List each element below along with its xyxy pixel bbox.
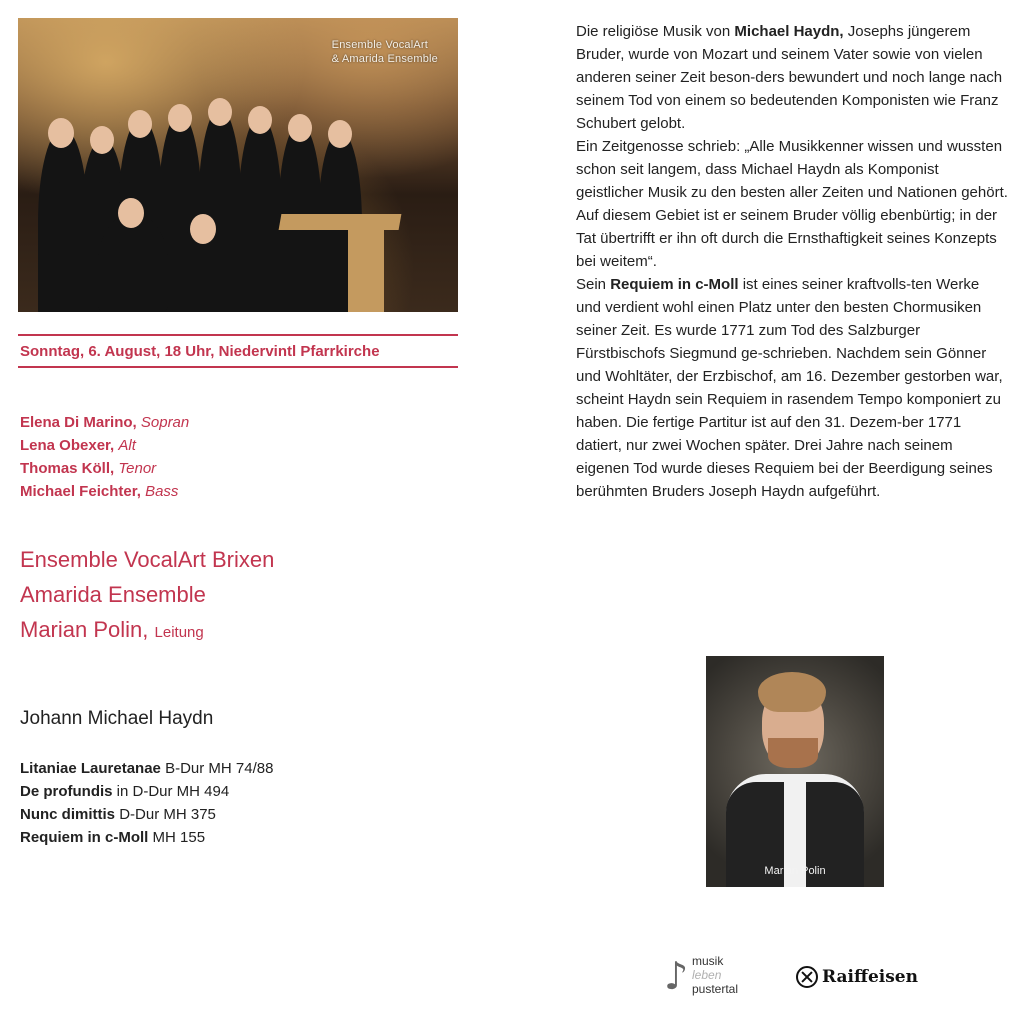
soloist-name: Thomas Köll, [20, 460, 115, 477]
logo-text: leben [692, 968, 722, 982]
soloist-name: Elena Di Marino, [20, 414, 137, 431]
logo-text: musik [692, 954, 724, 968]
composer-heading: Johann Michael Haydn [20, 708, 214, 729]
work-title: Litaniae Lauretanae [20, 760, 161, 777]
work-item [20, 780, 273, 803]
conductor-portrait [706, 656, 884, 887]
work-item [20, 757, 273, 780]
ensemble-amarida: Amarida Ensemble [20, 582, 206, 607]
description-text [576, 20, 1008, 503]
event-date-venue: Sonntag, 6. August, 18 Uhr, Niedervintl Pfarrkirche [20, 343, 380, 360]
soloist-voice: Sopran [140, 414, 190, 431]
work-detail: D-Dur MH 375 [119, 806, 216, 823]
soloist-name: Lena Obexer, [20, 437, 115, 454]
soloist-voice: Tenor [118, 460, 157, 477]
text-run-bold: Requiem in c-Moll [610, 276, 739, 293]
conductor-role: Leitung [154, 624, 204, 641]
work-detail: MH 155 [152, 829, 206, 846]
soloist-row [20, 434, 189, 457]
concert-photo [18, 18, 458, 312]
work-item [20, 826, 273, 849]
conductor-name: Marian Polin, [20, 617, 149, 642]
text-run: Die religiöse Musik von [576, 23, 735, 40]
rule-bottom [18, 366, 458, 368]
text-run-bold: Michael Haydn, [734, 23, 844, 40]
text-run: Josephs jüngerem Bruder, wurde von Mozart und seinem Vater sowie von vielen anderen seiner Zeit beson-ders bewundert und noch lange nach seinem Tod von einem so bedeutenden Komponisten wie Franz Schubert gelobt. [576, 23, 1003, 132]
musik-leben-pustertal-logo [664, 952, 754, 1002]
photo-caption [332, 38, 438, 66]
paragraph-1 [576, 20, 1008, 135]
soloist-voice: Alt [118, 437, 136, 454]
rule-top [18, 334, 458, 336]
photo-caption-line-2: & Amarida Ensemble [331, 53, 438, 65]
photo-caption-line-1: Ensemble VocalArt [331, 39, 429, 51]
paragraph-3 [576, 273, 1008, 503]
work-title: Nunc dimittis [20, 806, 116, 823]
work-item [20, 803, 273, 826]
paragraph-2: Ein Zeitgenosse schrieb: „Alle Musikkenner wissen und wussten schon seit langem, dass Michael Haydn als Komponist geistlicher Musik zu den besten aller Zeiten und Nationen gehört. Auf diesem Gebiet ist er seinem Bruder völlig ebenbürtig; in der Tat übertrifft er ihn oft durch die Ernsthaftigkeit seines Konzepts bei weitem“. [576, 138, 1008, 270]
work-title: De profundis [20, 783, 113, 800]
music-note-icon: ♪ [664, 954, 689, 998]
soloist-row [20, 457, 189, 480]
soloists-list [20, 411, 189, 503]
conductor-line [20, 612, 274, 650]
logo-text: pustertal [692, 982, 739, 996]
raiffeisen-logo [796, 966, 918, 992]
portrait-caption: Marian Polin [764, 865, 826, 877]
ensembles-block [20, 542, 274, 650]
soloist-name: Michael Feichter, [20, 483, 141, 500]
ensemble-vocalart: Ensemble VocalArt Brixen [20, 547, 275, 572]
text-run: Sein [576, 276, 611, 293]
work-title: Requiem in c-Moll [20, 829, 149, 846]
raiffeisen-icon [796, 966, 818, 988]
works-list [20, 757, 273, 849]
logo-text: Raiffeisen [822, 967, 918, 987]
work-detail: in D-Dur MH 494 [116, 783, 230, 800]
text-run: ist eines seiner kraftvolls-ten Werke und verdient wohl einen Platz unter den besten Chormusiken seiner Zeit. Es wurde 1771 zum Tod des Salzburger Fürstbischofs Siegmund ge-schrieben. Nachdem sein Gönner und Wohltäter, der Erzbischof, am 16. Dezember gestorben war, scheint Haydn sein Requiem in rasendem Tempo komponiert zu haben. Die fertige Partitur ist auf den 31. Dezem-ber 1771 datiert, nur zwei Wochen später. Drei Jahre nach seinem eigenen Tod wurde dieses Requiem bei der Beerdigung seines berühmten Bruders Joseph Haydn aufgeführt. [576, 276, 1003, 500]
soloist-row [20, 411, 189, 434]
work-detail: B-Dur MH 74/88 [165, 760, 274, 777]
soloist-row [20, 480, 189, 503]
soloist-voice: Bass [145, 483, 179, 500]
